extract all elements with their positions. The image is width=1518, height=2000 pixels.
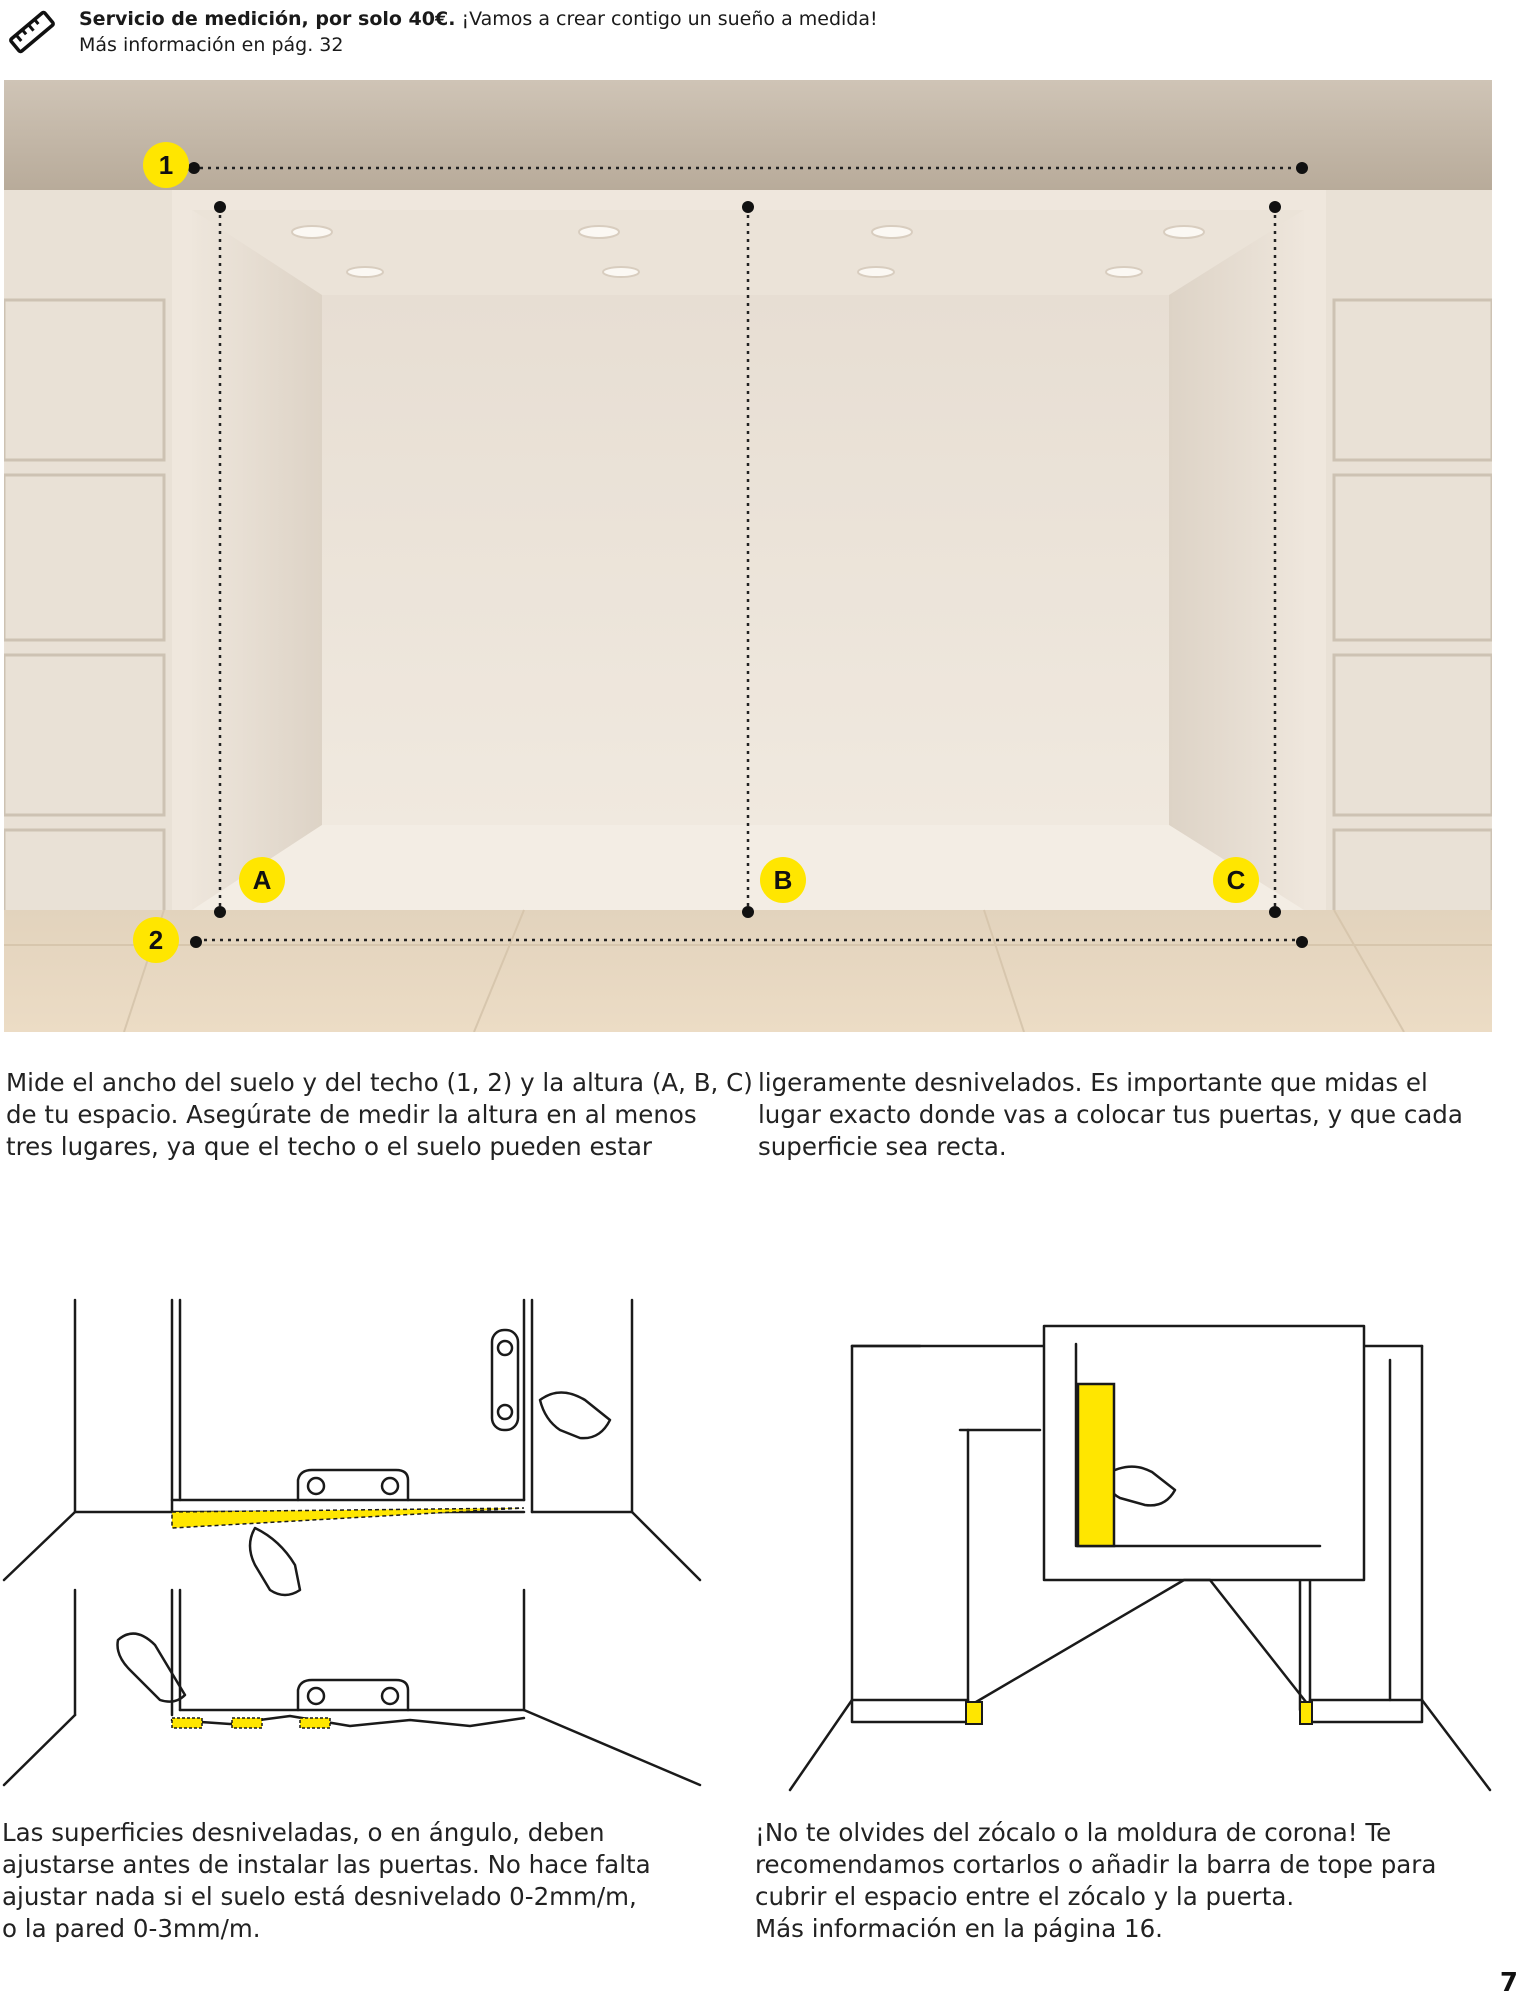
measuring-tape-icon (6, 6, 58, 58)
marker-a-label: A (252, 865, 272, 895)
text-line: superficie sea recta. (758, 1132, 1007, 1161)
text-line: Las superficies desniveladas, o en ángulo, deben (2, 1818, 605, 1847)
header-promo-rest: ¡Vamos a crear contigo un sueño a medida! (455, 8, 878, 30)
text-line: ajustarse antes de instalar las puertas. No hace falta (2, 1850, 651, 1879)
instructions-measure-left (6, 1067, 753, 1163)
alcove-measurement-photo (4, 80, 1492, 1032)
text-line: ajustar nada si el suelo está desnivelado 0-2mm/m, (2, 1882, 637, 1911)
skirting-illustration (780, 1310, 1500, 1795)
text-line: de tu espacio. Asegúrate de medir la altura en al menos (6, 1100, 697, 1129)
marker-c (1213, 857, 1259, 903)
marker-b (760, 857, 806, 903)
marker-1-label: 1 (158, 150, 174, 180)
marker-b-label: B (773, 865, 793, 895)
text-line: ligeramente desnivelados. Es importante que midas el (758, 1068, 1428, 1097)
text-line: lugar exacto donde vas a colocar tus puertas, y que cada (758, 1100, 1463, 1129)
marker-a (239, 857, 285, 903)
header-promo-bold: Servicio de medición, por solo 40€. (79, 8, 456, 30)
instructions-uneven-surfaces (2, 1817, 742, 1945)
instructions-skirting (755, 1817, 1515, 1945)
header-promo (79, 6, 878, 58)
text-line: Mide el ancho del suelo y del techo (1, 2) y la altura (A, B, C) (6, 1068, 753, 1097)
uneven-surface-illustration (0, 1290, 720, 1795)
text-line: ¡No te olvides del zócalo o la moldura de corona! Te (755, 1818, 1392, 1847)
marker-c-label: C (1226, 865, 1246, 895)
marker-2-label: 2 (148, 925, 164, 955)
marker-2 (133, 917, 179, 963)
text-line: recomendamos cortarlos o añadir la barra de tope para (755, 1850, 1437, 1879)
text-line: tres lugares, ya que el techo o el suelo pueden estar (6, 1132, 652, 1161)
marker-1 (143, 142, 189, 188)
header-more-info: Más información en pág. 32 (79, 34, 344, 56)
text-line: o la pared 0-3mm/m. (2, 1914, 261, 1943)
text-line: Más información en la página 16. (755, 1914, 1163, 1943)
instructions-measure-right (758, 1067, 1518, 1163)
page-number: 7 (1499, 1968, 1518, 1998)
text-line: cubrir el espacio entre el zócalo y la puerta. (755, 1882, 1295, 1911)
